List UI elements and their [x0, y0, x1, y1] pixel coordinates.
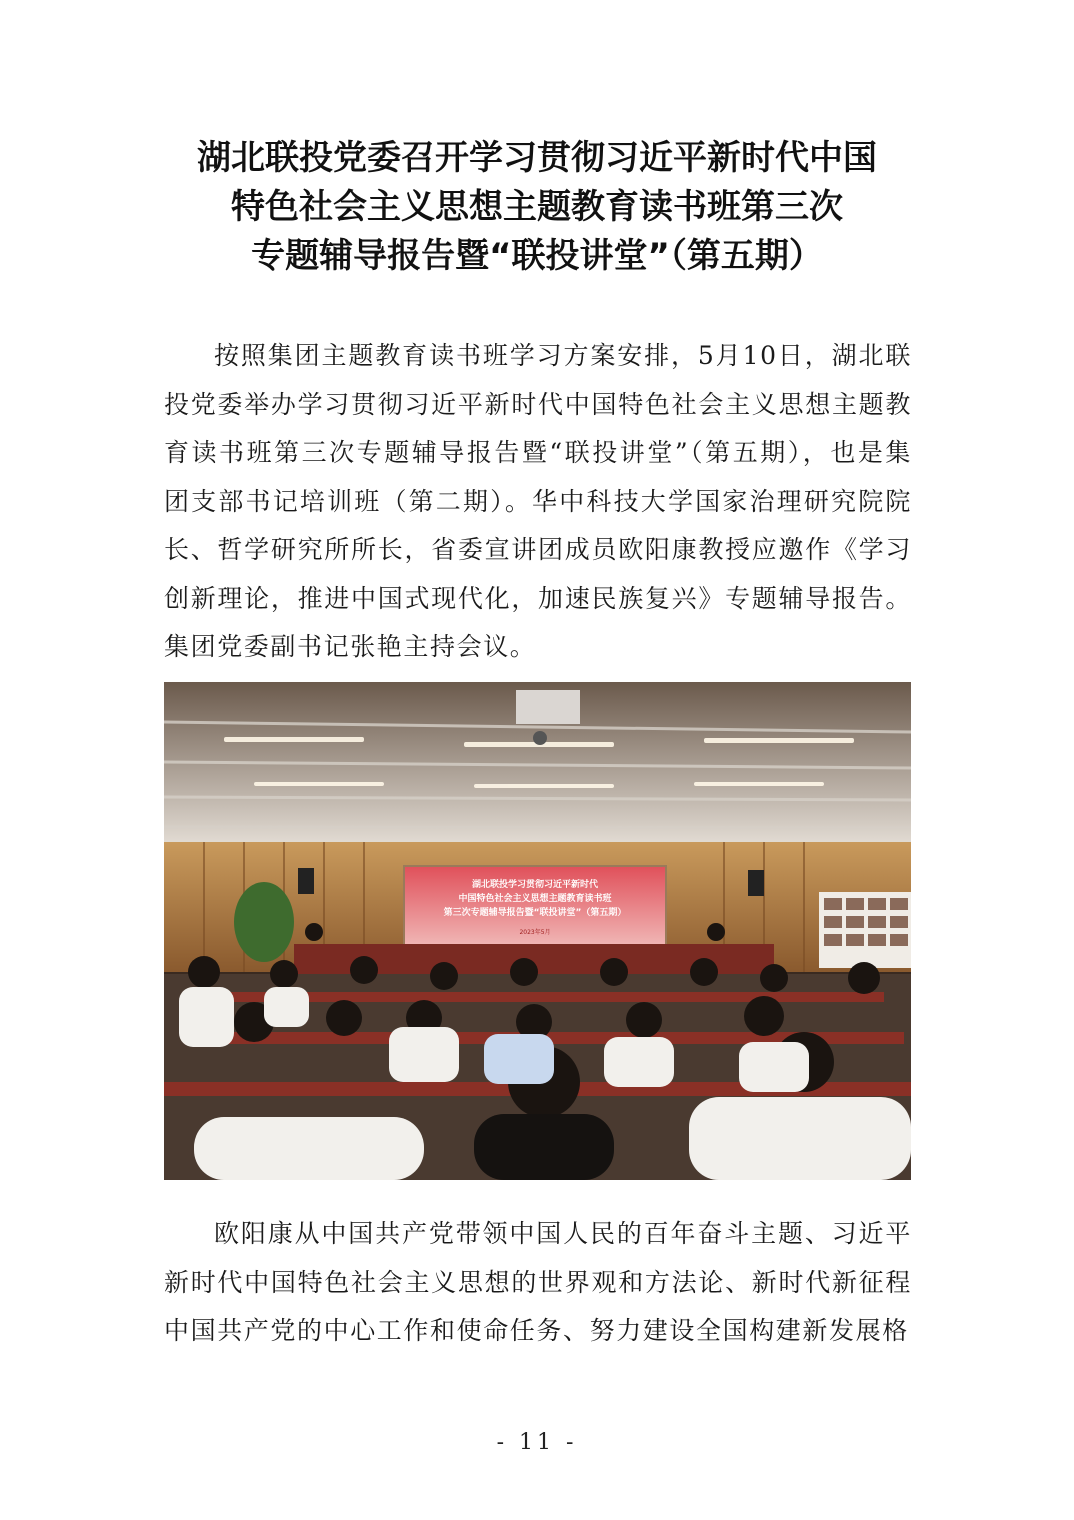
screen-text-1: 湖北联投学习贯彻习近平新时代: [471, 880, 599, 890]
page-number: - 11 -: [496, 1430, 578, 1455]
screen-text-3: 第三次专题辅导报告暨“联投讲堂”（第五期）: [443, 908, 627, 918]
article-title: [0, 134, 1074, 281]
paragraph-intro: [164, 332, 912, 672]
title-line-3: 专题辅导报告暨“联投讲堂”（第五期）: [251, 236, 823, 276]
title-line-1: 湖北联投党委召开学习贯彻习近平新时代中国: [197, 138, 877, 178]
paragraph-report: [164, 1210, 912, 1356]
paragraph-intro-text: 按照集团主题教育读书班学习方案安排，5月10日，湖北联投党委举办学习贯彻习近平新时代中国特色社会主义思想主题教育读书班第三次专题辅导报告暨“联投讲堂”（第五期），也是集团支部书记培训班（第二期）。华中科技大学国家治理研究院院长、哲学研究所所长，省委宣讲团成员欧阳康教授应邀作《学习创新理论，推进中国式现代化，加速民族复兴》专题辅导报告。集团党委副书记张艳主持会议。: [164, 341, 912, 661]
screen-text-2: 中国特色社会主义思想主题教育读书班: [458, 894, 612, 904]
paragraph-report-text: 欧阳康从中国共产党带领中国人民的百年奋斗主题、习近平新时代中国特色社会主义思想的世界观和方法论、新时代新征程中国共产党的中心工作和使命任务、努力建设全国构建新发展格: [164, 1219, 912, 1345]
screen-date: 2023年5月: [519, 929, 551, 936]
meeting-photo: [164, 682, 911, 1180]
title-line-2: 特色社会主义思想主题教育读书班第三次: [231, 187, 843, 227]
